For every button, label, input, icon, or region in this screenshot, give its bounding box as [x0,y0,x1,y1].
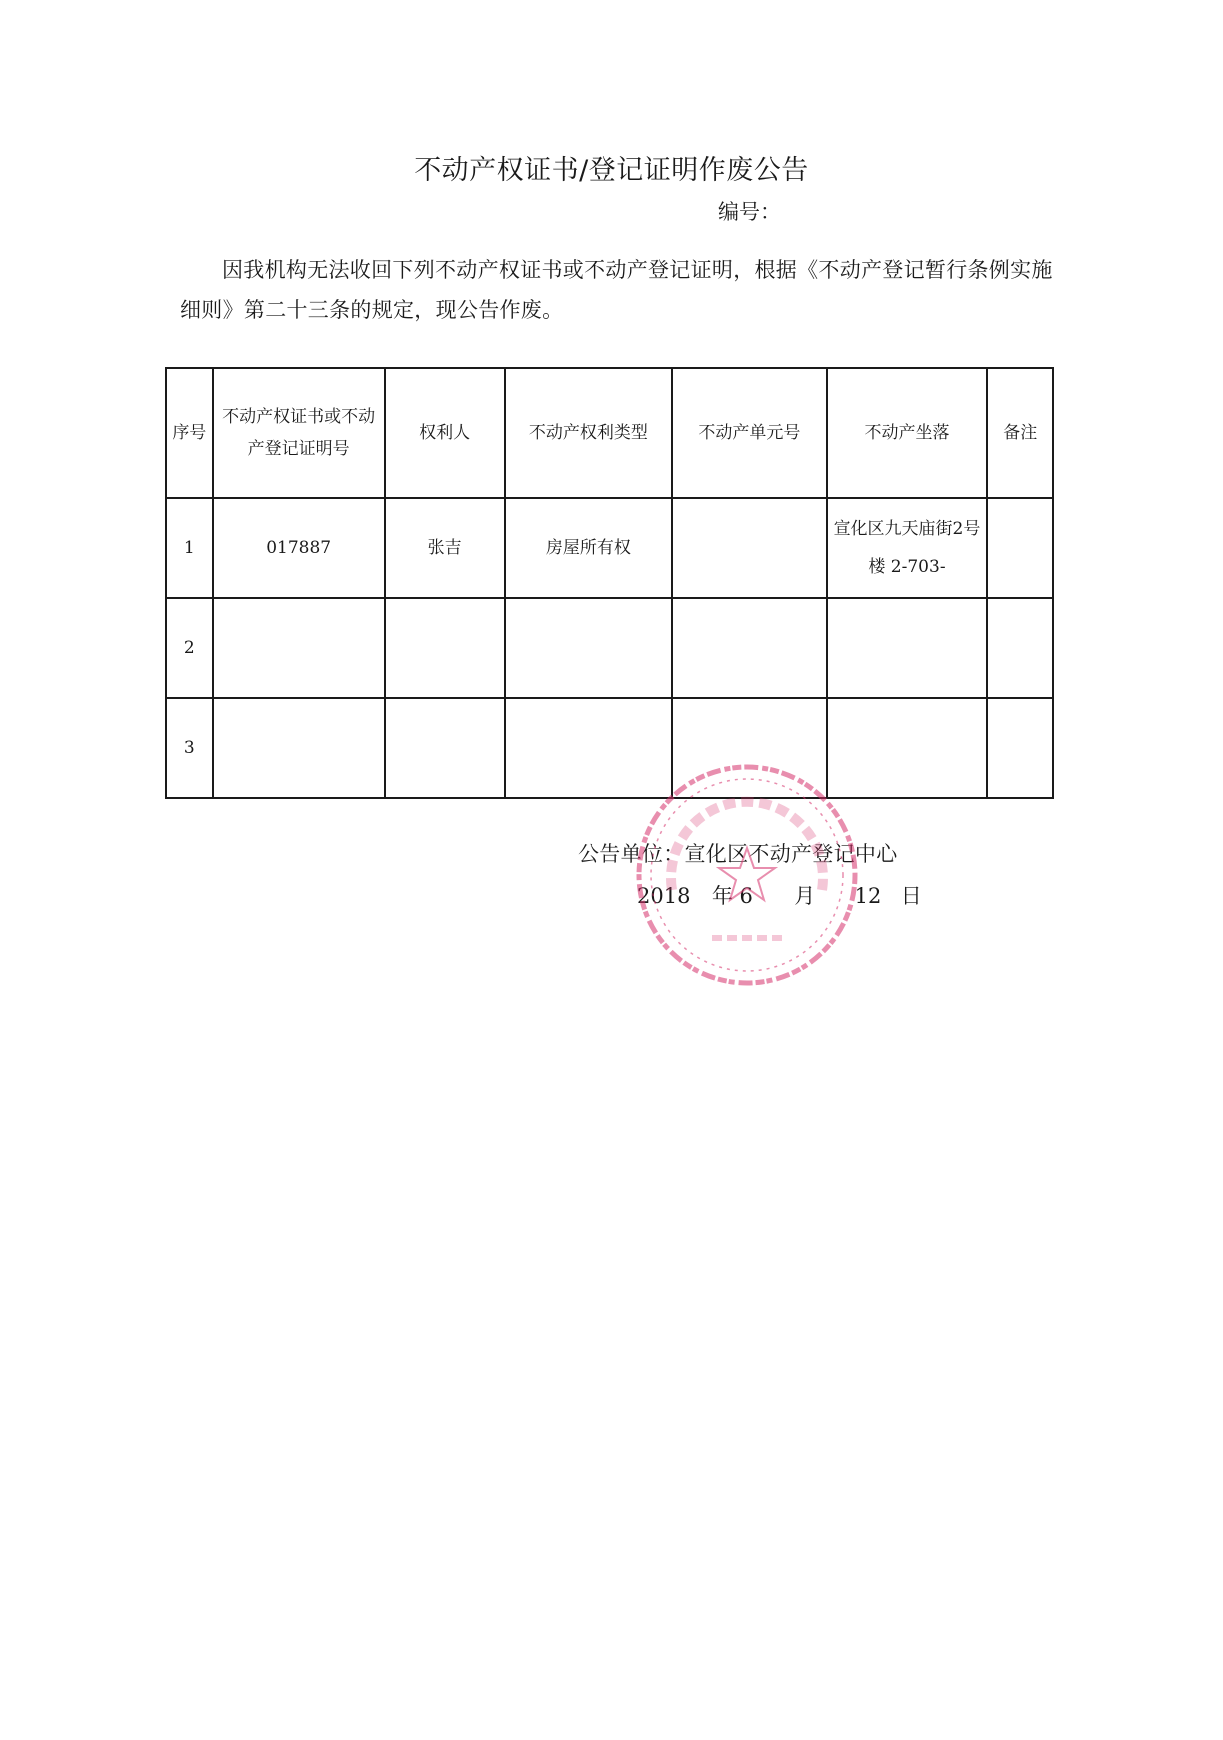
header-unit-no: 不动产单元号 [672,368,826,498]
cell-unit-no [672,498,826,598]
cell-index: 2 [166,598,213,698]
cell-holder [385,698,505,798]
header-cert-no: 不动产权证书或不动产登记证明号 [213,368,385,498]
cell-location [827,598,988,698]
cell-location: 宣化区九天庙街2号楼 2-703- [827,498,988,598]
cell-remark [987,498,1053,598]
cell-holder: 张吉 [385,498,505,598]
date-month: 6 [739,884,753,908]
header-index: 序号 [166,368,213,498]
date-year: 2018 [637,884,691,908]
voided-certificates-table [165,367,1054,799]
cell-right-type [505,598,673,698]
date-year-unit: 年 [711,884,733,908]
issuing-unit: 公告单位：宣化区不动产登记中心 [578,842,898,866]
seal-outer-ring [639,767,855,983]
document-title: 不动产权证书/登记证明作废公告 [414,155,809,186]
cell-remark [987,698,1053,798]
cell-unit-no [672,598,826,698]
table-row [166,698,1053,798]
announcement-body: 因我机构无法收回下列不动产权证书或不动产登记证明，根据《不动产登记暂行条例实施细则》第二十三条的规定，现公告作废。 [180,258,1053,322]
cell-remark [987,598,1053,698]
cell-right-type [505,698,673,798]
date-month-unit: 月 [794,884,816,908]
cell-index: 3 [166,698,213,798]
cell-right-type: 房屋所有权 [505,498,673,598]
cell-index: 1 [166,498,213,598]
header-holder: 权利人 [385,368,505,498]
serial-number-label: 编号： [718,200,781,224]
cell-holder [385,598,505,698]
header-location: 不动产坐落 [827,368,988,498]
seal-inner-ring [651,779,843,971]
date-day: 12 [854,884,882,908]
cell-cert-no [213,698,385,798]
cell-cert-no: 017887 [213,498,385,598]
date-day-unit: 日 [900,884,922,908]
table-header-row [166,368,1053,498]
header-remark: 备注 [987,368,1053,498]
cell-cert-no [213,598,385,698]
issue-date [637,880,922,910]
header-right-type: 不动产权利类型 [505,368,673,498]
cell-unit-no [672,698,826,798]
cell-location [827,698,988,798]
table-row [166,598,1053,698]
table-row [166,498,1053,598]
